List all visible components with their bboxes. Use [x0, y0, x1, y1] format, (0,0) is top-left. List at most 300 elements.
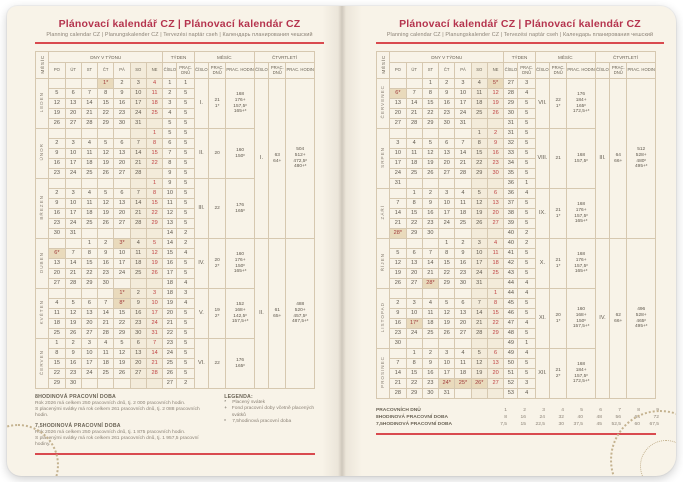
day-cell: 7 — [98, 299, 114, 309]
day-cell: 21 — [422, 269, 438, 279]
day-cell — [422, 339, 438, 349]
day-cell — [390, 129, 406, 139]
week-number: 36 — [504, 189, 518, 199]
header-days-of-week: DNY V TÝDNU — [390, 52, 504, 63]
week-number: 32 — [504, 139, 518, 149]
week-number: 44 — [504, 279, 518, 289]
day-cell: 19 — [146, 259, 162, 269]
day-cell: 20 — [406, 269, 422, 279]
title-rule — [376, 42, 664, 44]
day-cell — [130, 229, 146, 239]
day-cell: 20 — [49, 269, 65, 279]
header-day-PO: PO — [390, 63, 406, 79]
mini-row-value: 24 — [539, 415, 545, 420]
week-workdays: 3 — [177, 289, 194, 299]
header-cislo: ČÍSLO — [163, 63, 177, 79]
month-name: ZÁŘÍ — [377, 189, 390, 239]
day-cell: 20 — [81, 319, 97, 329]
day-cell: 26 — [146, 269, 162, 279]
day-cell: 5 — [65, 299, 81, 309]
page-title: Plánovací kalendář CZ | Plánovací kalendár CZ — [58, 18, 301, 30]
day-cell: 17 — [130, 99, 146, 109]
month-workhours: 160 176+ 150ˣ 165+ˣ — [226, 239, 255, 289]
day-cell: 23 — [98, 269, 114, 279]
day-cell: 20 — [439, 159, 455, 169]
day-cell: 24 — [65, 169, 81, 179]
mini-row-value: 22,5 — [535, 422, 545, 427]
day-cell — [114, 279, 130, 289]
day-cell: 17 — [81, 359, 97, 369]
day-cell — [65, 179, 81, 189]
day-cell: 12 — [49, 99, 65, 109]
mini-row-value: 7 — [618, 408, 621, 413]
day-cell — [81, 129, 97, 139]
day-cell: 7 — [81, 89, 97, 99]
day-cell: 4 — [98, 339, 114, 349]
note-8h-line1: Rok 2026 má celkem 250 pracovních dnů, tj. 2 000 pracovních hodin. — [35, 401, 186, 406]
calendar-row — [377, 79, 656, 89]
day-cell — [146, 279, 162, 289]
day-cell — [65, 79, 81, 89]
header-day-ST: ST — [422, 63, 438, 79]
day-cell: 25 — [422, 329, 438, 339]
day-cell — [81, 179, 97, 189]
day-cell: 15 — [98, 99, 114, 109]
day-cell: 3 — [406, 299, 422, 309]
day-cell: 9 — [390, 309, 406, 319]
day-cell: 27 — [390, 119, 406, 129]
note-75h-title: 7,5HODINOVÁ PRACOVNÍ DOBA — [35, 422, 121, 429]
day-cell: 3 — [130, 79, 146, 89]
week-number: 40 — [504, 239, 518, 249]
week-workdays: 5 — [177, 309, 194, 319]
day-cell: 23 — [130, 319, 146, 329]
day-cell: 6 — [439, 139, 455, 149]
week-workdays: 4 — [518, 349, 535, 359]
day-cell — [81, 379, 97, 389]
day-cell: 23 — [422, 219, 438, 229]
day-cell — [81, 79, 97, 89]
month-workhours: 176 184+ 165ˣ 172,5+ˣ — [567, 79, 596, 129]
day-cell: 24* — [439, 379, 455, 389]
day-cell: 24 — [65, 219, 81, 229]
day-cell: 7 — [422, 249, 438, 259]
week-number: 48 — [504, 329, 518, 339]
week-number: 53 — [504, 389, 518, 399]
legend-label: Fond pracovní doby včetně placených svátků — [231, 406, 315, 418]
day-cell: 20 — [455, 319, 471, 329]
day-cell — [98, 179, 114, 189]
month-name: LISTOPAD — [377, 289, 390, 349]
week-workdays: 5 — [518, 99, 535, 109]
day-cell: 12 — [471, 359, 487, 369]
day-cell: 27 — [114, 169, 130, 179]
day-cell: 29 — [146, 219, 162, 229]
day-cell: 14 — [65, 259, 81, 269]
day-cell: 16 — [487, 149, 503, 159]
day-cell: 30 — [114, 119, 130, 129]
day-cell: 13 — [130, 349, 146, 359]
month-workdays: 20 1* — [550, 289, 567, 349]
week-number: 49 — [504, 339, 518, 349]
day-cell: 22 — [81, 269, 97, 279]
day-cell: 31 — [65, 229, 81, 239]
month-name: ČERVENEC — [377, 79, 390, 129]
mini-row-value: 15 — [520, 422, 526, 427]
day-cell: 19 — [422, 159, 438, 169]
day-cell: 10 — [439, 359, 455, 369]
day-cell — [49, 179, 65, 189]
day-cell — [130, 279, 146, 289]
day-cell — [439, 179, 455, 189]
week-number: 23 — [163, 339, 177, 349]
month-workdays: 21 1* — [550, 189, 567, 239]
week-number: 10 — [163, 189, 177, 199]
day-cell: 17 — [390, 159, 406, 169]
header-prac-dnu: PRAC. DNŮ — [518, 63, 535, 79]
day-cell: 8* — [114, 299, 130, 309]
day-cell: 23 — [487, 159, 503, 169]
day-cell — [406, 179, 422, 189]
day-cell: 30 — [98, 279, 114, 289]
day-cell: 22 — [98, 109, 114, 119]
month-numeral: III. — [194, 179, 208, 239]
mini-row-value: 3 — [542, 408, 545, 413]
header-prac-dnu: PRAC. DNŮ — [610, 63, 627, 79]
day-cell: 20 — [487, 209, 503, 219]
day-cell: 27 — [406, 279, 422, 289]
header-prac-dnu: PRAC. DNŮ — [177, 63, 194, 79]
day-cell: 17 — [146, 309, 162, 319]
left-footer — [35, 394, 324, 448]
quarter-workdays: 63 64+ — [269, 79, 286, 239]
note-8h-line2: S placenými svátky má rok celkem 261 pracovních dnů, tj. 2 088 pracovních hodin. — [35, 407, 200, 419]
day-cell: 25 — [455, 219, 471, 229]
day-cell: 11 — [455, 199, 471, 209]
mini-row-value: 60 — [634, 422, 640, 427]
day-cell: 15 — [422, 99, 438, 109]
legend — [224, 394, 324, 448]
day-cell: 29 — [98, 119, 114, 129]
month-numeral: XI. — [535, 289, 549, 349]
day-cell: 26 — [98, 219, 114, 229]
day-cell: 28 — [130, 169, 146, 179]
right-page — [342, 6, 676, 476]
day-cell: 3 — [439, 349, 455, 359]
week-number: 42 — [504, 259, 518, 269]
mini-table-row — [376, 407, 659, 414]
day-cell: 22 — [487, 319, 503, 329]
day-cell — [65, 239, 81, 249]
day-cell: 15 — [439, 259, 455, 269]
day-cell: 1* — [114, 289, 130, 299]
day-cell — [49, 129, 65, 139]
week-number: 5 — [163, 129, 177, 139]
day-cell: 2 — [487, 129, 503, 139]
month-name: KVĚTEN — [36, 289, 49, 339]
day-cell: 18 — [81, 209, 97, 219]
day-cell: 25 — [98, 369, 114, 379]
day-cell — [390, 189, 406, 199]
day-cell: 11 — [81, 199, 97, 209]
mini-row-value: 72 — [653, 415, 659, 420]
week-number: 3 — [163, 99, 177, 109]
month-name: DUBEN — [36, 239, 49, 289]
day-cell: 30 — [49, 229, 65, 239]
month-workhours: 160 168+ 150ˣ 157,5+ˣ — [567, 289, 596, 349]
day-cell — [406, 129, 422, 139]
month-name: BŘEZEN — [36, 179, 49, 239]
day-cell: 1 — [422, 79, 438, 89]
mini-row-label: 7,5HODINOVÁ PRACOVNÍ DOBA — [376, 422, 453, 427]
day-cell — [487, 339, 503, 349]
day-cell: 6 — [406, 249, 422, 259]
day-cell: 19 — [471, 369, 487, 379]
day-cell: 30 — [487, 169, 503, 179]
day-cell: 27 — [487, 379, 503, 389]
day-cell: 22 — [146, 159, 162, 169]
day-cell: 30 — [422, 389, 438, 399]
day-cell: 5 — [98, 189, 114, 199]
day-cell: 1 — [81, 239, 97, 249]
week-workdays: 5 — [177, 179, 194, 189]
day-cell — [146, 119, 162, 129]
header-day-NE: NE — [487, 63, 503, 79]
week-number: 16 — [163, 259, 177, 269]
day-cell: 10 — [114, 249, 130, 259]
week-workdays: 5 — [518, 309, 535, 319]
week-number: 14 — [163, 229, 177, 239]
day-cell — [487, 179, 503, 189]
mini-table-row — [376, 414, 659, 421]
week-number: 51 — [504, 369, 518, 379]
day-cell: 5 — [98, 139, 114, 149]
week-number: 34 — [504, 159, 518, 169]
day-cell: 26 — [49, 119, 65, 129]
week-number: 4 — [163, 109, 177, 119]
day-cell: 25 — [146, 109, 162, 119]
day-cell — [49, 239, 65, 249]
week-number: 20 — [163, 309, 177, 319]
week-workdays: 2 — [518, 239, 535, 249]
day-cell: 18 — [98, 359, 114, 369]
month-name: ŘÍJEN — [377, 239, 390, 289]
month-workdays: 21 2* — [550, 349, 567, 399]
week-workdays: 1 — [518, 339, 535, 349]
week-number: 7 — [163, 149, 177, 159]
week-number: 40 — [504, 229, 518, 239]
day-cell: 24 — [390, 169, 406, 179]
day-cell: 16 — [439, 99, 455, 109]
mini-row-value: 2 — [523, 408, 526, 413]
month-workhours: 168 176+ 157,5ˣ 165+ˣ — [567, 239, 596, 289]
header-prac-dnu: PRAC. DNŮ — [269, 63, 286, 79]
day-cell: 9 — [455, 249, 471, 259]
day-cell: 21 — [146, 359, 162, 369]
day-cell — [114, 179, 130, 189]
day-cell: 10 — [65, 149, 81, 159]
mini-row-value: 8 — [504, 415, 507, 420]
day-cell: 21 — [390, 379, 406, 389]
legend-item — [224, 419, 324, 425]
day-cell: 1 — [146, 129, 162, 139]
note-75h-line1: Rok 2026 má celkem 250 pracovních dnů, tj. 1 875 pracovních hodin. — [35, 429, 186, 435]
day-cell: 2 — [49, 189, 65, 199]
day-cell: 13 — [49, 259, 65, 269]
day-cell: 29 — [406, 229, 422, 239]
day-cell: 26 — [98, 169, 114, 179]
mini-row-value: 32 — [558, 415, 564, 420]
day-cell: 13 — [487, 359, 503, 369]
day-cell — [439, 339, 455, 349]
day-cell: 19 — [98, 159, 114, 169]
day-cell — [439, 289, 455, 299]
week-workdays: 5 — [177, 149, 194, 159]
day-cell: 9 — [114, 89, 130, 99]
day-cell: 1 — [406, 349, 422, 359]
week-workdays: 5 — [518, 199, 535, 209]
header-month-vertical: MĚSÍC — [377, 52, 390, 79]
header-quarter: ČTVRTLETÍ — [595, 52, 655, 63]
header-day-PÁ: PÁ — [455, 63, 471, 79]
day-cell: 28 — [471, 329, 487, 339]
week-workdays: 5 — [518, 129, 535, 139]
day-cell: 17 — [65, 209, 81, 219]
day-cell: 12 — [390, 259, 406, 269]
day-cell: 15 — [81, 259, 97, 269]
mini-row-value: 56 — [615, 415, 621, 420]
day-cell: 8 — [439, 249, 455, 259]
day-cell: 22 — [406, 219, 422, 229]
day-cell: 4 — [146, 79, 162, 89]
day-cell: 22 — [146, 209, 162, 219]
day-cell: 2 — [439, 79, 455, 89]
day-cell: 25 — [471, 109, 487, 119]
day-cell: 24 — [471, 269, 487, 279]
week-number: 22 — [163, 329, 177, 339]
quarter-workdays: 62 66+ — [610, 239, 627, 399]
day-cell: 27 — [65, 119, 81, 129]
day-cell: 20 — [390, 109, 406, 119]
quarter-workhours: 504 512+ 472,5ˣ 480+ˣ — [286, 79, 315, 239]
day-cell: 22 — [471, 159, 487, 169]
workdays-hours-table — [376, 407, 659, 428]
day-cell: 27 — [455, 329, 471, 339]
day-cell — [98, 229, 114, 239]
day-cell: 28* — [422, 279, 438, 289]
day-cell — [439, 229, 455, 239]
month-numeral: II. — [194, 129, 208, 179]
mini-row-value: 64 — [634, 415, 640, 420]
day-cell: 29 — [406, 389, 422, 399]
day-cell: 28 — [455, 169, 471, 179]
week-workdays: 3 — [518, 79, 535, 89]
day-cell: 27 — [439, 169, 455, 179]
calendar-row — [377, 239, 656, 249]
day-cell: 2 — [114, 79, 130, 89]
mini-row-value: 8 — [637, 408, 640, 413]
day-cell: 1 — [406, 189, 422, 199]
day-cell: 12 — [65, 309, 81, 319]
day-cell: 25 — [81, 219, 97, 229]
day-cell: 30 — [65, 379, 81, 389]
day-cell: 11 — [455, 359, 471, 369]
day-cell — [406, 289, 422, 299]
day-cell: 7 — [455, 139, 471, 149]
day-cell — [81, 289, 97, 299]
page-title: Plánovací kalendář CZ | Plánovací kalendár CZ — [399, 18, 641, 30]
day-cell — [487, 119, 503, 129]
month-numeral: IV. — [194, 239, 208, 289]
header-month: MĚSÍC — [535, 52, 595, 63]
month-name: PROSINEC — [377, 349, 390, 399]
day-cell: 18 — [49, 319, 65, 329]
day-cell: 6* — [49, 249, 65, 259]
week-number: 25 — [163, 359, 177, 369]
day-cell: 10 — [81, 349, 97, 359]
day-cell: 4 — [455, 349, 471, 359]
header-cislo: ČÍSLO — [254, 63, 268, 79]
header-prac-dnu: PRAC. DNŮ — [209, 63, 226, 79]
header-week: TÝDEN — [504, 52, 536, 63]
week-workdays: 4 — [177, 249, 194, 259]
day-cell: 2 — [65, 339, 81, 349]
bottom-rule — [35, 453, 315, 455]
bottom-rule — [376, 433, 656, 435]
day-cell: 28 — [406, 119, 422, 129]
week-workdays: 4 — [518, 189, 535, 199]
day-cell: 6 — [65, 89, 81, 99]
day-cell: 8 — [471, 139, 487, 149]
day-cell: 20 — [65, 109, 81, 119]
day-cell — [390, 239, 406, 249]
day-cell: 11 — [130, 249, 146, 259]
day-cell: 17 — [114, 259, 130, 269]
day-cell: 26 — [422, 169, 438, 179]
day-cell: 23 — [49, 219, 65, 229]
day-cell: 4 — [471, 79, 487, 89]
day-cell: 28 — [130, 219, 146, 229]
week-number: 50 — [504, 359, 518, 369]
week-number: 15 — [163, 249, 177, 259]
week-number: 9 — [163, 169, 177, 179]
day-cell: 18 — [130, 259, 146, 269]
day-cell: 6 — [455, 299, 471, 309]
week-number: 33 — [504, 149, 518, 159]
day-cell: 9 — [130, 299, 146, 309]
day-cell: 12 — [439, 309, 455, 319]
day-cell — [65, 289, 81, 299]
month-name: LEDEN — [36, 79, 49, 129]
day-cell: 18 — [81, 159, 97, 169]
day-cell: 31 — [471, 279, 487, 289]
week-number: 31 — [504, 129, 518, 139]
header-day-ČT: ČT — [98, 63, 114, 79]
day-cell — [471, 389, 487, 399]
mini-row-value: 40 — [577, 415, 583, 420]
day-cell — [455, 339, 471, 349]
week-workdays: 5 — [177, 129, 194, 139]
month-numeral: IX. — [535, 189, 549, 239]
day-cell: 11 — [406, 149, 422, 159]
mini-row-value: 7,5 — [500, 422, 507, 427]
day-cell: 28* — [390, 229, 406, 239]
day-cell — [471, 289, 487, 299]
planner-spread — [7, 6, 676, 476]
day-cell — [439, 129, 455, 139]
week-number: 18 — [163, 279, 177, 289]
day-cell: 30 — [439, 119, 455, 129]
